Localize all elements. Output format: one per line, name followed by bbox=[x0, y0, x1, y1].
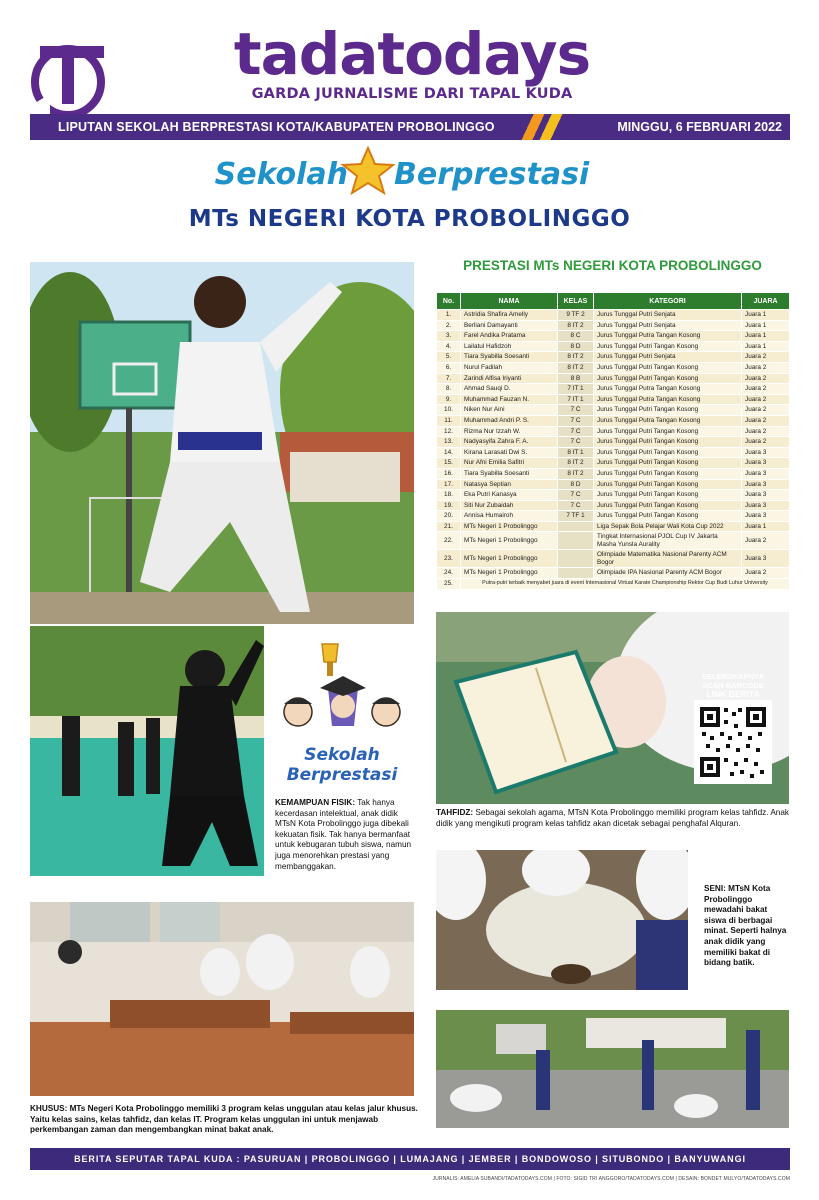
table-header-row bbox=[437, 293, 790, 310]
section-label: LIPUTAN SEKOLAH BERPRESTASI KOTA/KABUPATEN PROBOLINGGO bbox=[58, 120, 495, 134]
cell-kategori: Jurus Tunggal Putri Tangan Kosong bbox=[594, 373, 742, 384]
cell-juara: Juara 2 bbox=[742, 415, 790, 426]
cell-nama: Nadyasyifa Zahra F. A. bbox=[461, 437, 558, 448]
mascot-badge-line1: Sekolah bbox=[304, 745, 380, 765]
cell-kategori: Jurus Tunggal Putri Tangan Kosong bbox=[594, 458, 742, 469]
cell-kelas: 8 C bbox=[558, 331, 594, 342]
star-icon bbox=[343, 148, 393, 193]
cell-kelas bbox=[558, 550, 594, 568]
cell-nama: Muhammad Fauzan N. bbox=[461, 394, 558, 405]
cell-kelas: 7 C bbox=[558, 405, 594, 416]
cell-juara: Juara 3 bbox=[742, 458, 790, 469]
cell-nama: Kirana Larasati Dwi S. bbox=[461, 447, 558, 458]
banner-right-word: Berprestasi bbox=[394, 157, 590, 192]
table-row bbox=[437, 320, 790, 331]
table-row bbox=[437, 341, 790, 352]
caption-tahfidz bbox=[436, 808, 790, 829]
cell-kelas bbox=[558, 521, 594, 532]
table-row bbox=[437, 310, 790, 321]
header-kategori: KATEGORI bbox=[594, 293, 742, 310]
cell-no: 12. bbox=[437, 426, 461, 437]
cell-kelas: 7 IT 1 bbox=[558, 394, 594, 405]
cell-kategori: Jurus Tunggal Putri Tangan Kosong bbox=[594, 468, 742, 479]
cell-kelas: 8 IT 1 bbox=[558, 447, 594, 458]
caption-khusus-text: MTs Negeri Kota Probolinggo memiliki 3 program kelas unggulan atau kelas jalur khusus. Yaitu kelas sains, kelas tahfidz, dan kelas IT. Program kelas unggulan ini untuk menjawab perkembangan zaman dan mengembangkan minat bakat anak. bbox=[30, 1104, 418, 1135]
table-row bbox=[437, 500, 790, 511]
cell-no: 22. bbox=[437, 532, 461, 550]
brand-name: tadatodays bbox=[233, 20, 591, 88]
cell-juara: Juara 2 bbox=[742, 352, 790, 363]
table-row bbox=[437, 458, 790, 469]
qr-instruction bbox=[684, 672, 782, 699]
cell-juara: Juara 2 bbox=[742, 426, 790, 437]
table-row bbox=[437, 331, 790, 342]
publish-date: MINGGU, 6 FEBRUARI 2022 bbox=[617, 120, 782, 134]
achievements-table bbox=[436, 292, 790, 590]
cell-kelas: 8 B bbox=[558, 373, 594, 384]
table-row bbox=[437, 373, 790, 384]
cell-kategori: Jurus Tunggal Putri Tangan Kosong bbox=[594, 426, 742, 437]
silat-students-photo bbox=[30, 626, 264, 876]
cell-nama: MTs Negeri 1 Probolinggo bbox=[461, 550, 558, 568]
cell-no: 7. bbox=[437, 373, 461, 384]
classroom-photo bbox=[30, 902, 414, 1096]
cell-kategori: Jurus Tunggal Putri Tangan Kosong bbox=[594, 405, 742, 416]
cell-juara: Juara 2 bbox=[742, 384, 790, 395]
cell-no: 23. bbox=[437, 550, 461, 568]
cell-kategori: Jurus Tunggal Putra Tangan Kosong bbox=[594, 415, 742, 426]
header-nama: NAMA bbox=[461, 293, 558, 310]
table-row bbox=[437, 405, 790, 416]
cell-juara: Juara 1 bbox=[742, 341, 790, 352]
cell-kategori: Jurus Tunggal Putri Tangan Kosong bbox=[594, 511, 742, 522]
table-row bbox=[437, 447, 790, 458]
banner-left-word: Sekolah bbox=[214, 157, 348, 192]
cell-juara: Juara 2 bbox=[742, 437, 790, 448]
table-row bbox=[437, 568, 790, 579]
cell-juara: Juara 2 bbox=[742, 405, 790, 416]
cell-no: 13. bbox=[437, 437, 461, 448]
sekolah-berprestasi-mascot-badge bbox=[270, 636, 414, 786]
cell-nama: Ahmad Sauqi D. bbox=[461, 384, 558, 395]
cell-no: 5. bbox=[437, 352, 461, 363]
cell-kategori: Jurus Tunggal Putra Tangan Kosong bbox=[594, 331, 742, 342]
table-row bbox=[437, 479, 790, 490]
cell-nama: Zarindi Alfisa Iriyanti bbox=[461, 373, 558, 384]
cell-no: 9. bbox=[437, 394, 461, 405]
cell-nama: Berliani Damayanti bbox=[461, 320, 558, 331]
cell-juara: Juara 3 bbox=[742, 490, 790, 501]
cell-nama: Niken Nur Aini bbox=[461, 405, 558, 416]
caption-kemampuan-fisik bbox=[275, 798, 413, 872]
cell-kategori: Jurus Tunggal Putri Tangan Kosong bbox=[594, 341, 742, 352]
table-row bbox=[437, 384, 790, 395]
cell-no: 21. bbox=[437, 521, 461, 532]
cell-no: 20. bbox=[437, 511, 461, 522]
cell-kelas: 8 IT 2 bbox=[558, 352, 594, 363]
footer-credits: JURNALIS: AMELIA SUBANDI/TADATODAYS.COM | FOTO: SIGID TRI ANGGORO/TADATODAYS.COM | DESAIN: BONDET MULYO/TADATODAYS.COM bbox=[432, 1176, 790, 1182]
cell-no: 10. bbox=[437, 405, 461, 416]
cell-no: 4. bbox=[437, 341, 461, 352]
band-accent-stripes bbox=[512, 114, 572, 140]
cell-kelas: 8 D bbox=[558, 479, 594, 490]
cell-no: 1. bbox=[437, 310, 461, 321]
mascot-badge-line2: Berprestasi bbox=[286, 765, 398, 785]
cell-kategori: Jurus Tunggal Putri Tangan Kosong bbox=[594, 490, 742, 501]
cell-kelas: 7 C bbox=[558, 490, 594, 501]
cell-no: 18. bbox=[437, 490, 461, 501]
cell-kelas: 8 IT 2 bbox=[558, 320, 594, 331]
brand-tagline: GARDA JURNALISME DARI TAPAL KUDA bbox=[251, 86, 573, 102]
table-row bbox=[437, 352, 790, 363]
header-juara: JUARA bbox=[742, 293, 790, 310]
cell-nama: Rizma Nur Izzah W. bbox=[461, 426, 558, 437]
table-row bbox=[437, 579, 790, 590]
cell-kategori: Jurus Tunggal Putri Senjata bbox=[594, 352, 742, 363]
cell-nama: Nur Afni Emilia Safitri bbox=[461, 458, 558, 469]
cell-note: Putra-putri terbaik menyabet juara di event Internasional Virtual Karate Championship Rektor Cup Budi Luhur University bbox=[461, 579, 790, 590]
batik-students-photo bbox=[436, 850, 688, 990]
cell-kategori: Olimpiade IPA Nasional Parenty ACM Bogor bbox=[594, 568, 742, 579]
table-row bbox=[437, 394, 790, 405]
table-row bbox=[437, 521, 790, 532]
cell-kategori: Jurus Tunggal Putri Tangan Kosong bbox=[594, 447, 742, 458]
cell-kategori: Jurus Tunggal Putri Tangan Kosong bbox=[594, 479, 742, 490]
table-row bbox=[437, 362, 790, 373]
outdoor-students-photo bbox=[436, 1010, 789, 1128]
cell-kategori: Olimpiade Matematika Nasional Parenty ACM Bogor bbox=[594, 550, 742, 568]
cell-no: 17. bbox=[437, 479, 461, 490]
cell-kategori: Jurus Tunggal Putri Senjata bbox=[594, 310, 742, 321]
caption-tahfidz-label: TAHFIDZ: bbox=[436, 808, 474, 817]
cell-kelas: 7 IT 1 bbox=[558, 384, 594, 395]
cell-nama: Muhammad Andri P. S. bbox=[461, 415, 558, 426]
cell-nama: Annisa Humairoh bbox=[461, 511, 558, 522]
cell-juara: Juara 2 bbox=[742, 373, 790, 384]
cell-kategori: Tingkat Internasional PJOL Cup IV Jakarta Masha Yunsla Aurality bbox=[594, 532, 742, 550]
cell-kategori: Jurus Tunggal Putri Senjata bbox=[594, 320, 742, 331]
cell-juara: Juara 1 bbox=[742, 521, 790, 532]
table-row bbox=[437, 550, 790, 568]
cell-kelas bbox=[558, 532, 594, 550]
caption-khusus-label: KHUSUS: bbox=[30, 1104, 68, 1113]
caption-fisik-text: Tak hanya kecerdasan intelektual, anak didik MTsN Kota Probolinggo juga dibekali kekuatan fisik. Tak hanya bermanfaat untuk kebugaran tubuh siswa, namun juga menorehkan prestasi yang membanggakan. bbox=[275, 798, 412, 871]
table-row bbox=[437, 415, 790, 426]
cell-juara: Juara 3 bbox=[742, 500, 790, 511]
cell-kelas: 7 C bbox=[558, 415, 594, 426]
cell-juara: Juara 2 bbox=[742, 394, 790, 405]
table-row bbox=[437, 490, 790, 501]
cell-kelas: 7 TF 1 bbox=[558, 511, 594, 522]
cell-no: 25. bbox=[437, 579, 461, 590]
cell-nama: Lailatul Hafidzoh bbox=[461, 341, 558, 352]
school-title: MTs NEGERI KOTA PROBOLINGGO bbox=[188, 206, 631, 232]
cell-juara: Juara 2 bbox=[742, 362, 790, 373]
table-row bbox=[437, 426, 790, 437]
cell-no: 3. bbox=[437, 331, 461, 342]
cell-kelas bbox=[558, 568, 594, 579]
achievements-title: PRESTASI MTs NEGERI KOTA PROBOLINGGO bbox=[463, 258, 762, 273]
cell-nama: Eka Putri Kanasya bbox=[461, 490, 558, 501]
cell-kategori: Jurus Tunggal Putra Tangan Kosong bbox=[594, 384, 742, 395]
cell-nama: Farel Andika Pratama bbox=[461, 331, 558, 342]
cell-kelas: 8 IT 2 bbox=[558, 458, 594, 469]
caption-seni-text: MTsN Kota Probolinggo mewadahi bakat siswa di berbagai minat. Seperti halnya anak didik yang memiliki bakat di bidang batik. bbox=[704, 884, 787, 968]
cell-nama: Tiara Syabilla Soesanti bbox=[461, 352, 558, 363]
cell-kategori: Jurus Tunggal Putri Tangan Kosong bbox=[594, 437, 742, 448]
caption-seni-label: SENI: bbox=[704, 884, 726, 893]
cell-no: 6. bbox=[437, 362, 461, 373]
cell-kelas: 7 C bbox=[558, 500, 594, 511]
cell-kategori: Jurus Tunggal Putri Tangan Kosong bbox=[594, 500, 742, 511]
cell-nama: MTs Negeri 1 Probolinggo bbox=[461, 532, 558, 550]
cell-juara: Juara 2 bbox=[742, 532, 790, 550]
cell-juara: Juara 2 bbox=[742, 568, 790, 579]
cell-nama: Astridia Shafira Amelly bbox=[461, 310, 558, 321]
cell-kelas: 8 IT 2 bbox=[558, 362, 594, 373]
cell-no: 14. bbox=[437, 447, 461, 458]
qr-code[interactable] bbox=[694, 700, 772, 784]
cell-no: 19. bbox=[437, 500, 461, 511]
cell-nama: MTs Negeri 1 Probolinggo bbox=[461, 568, 558, 579]
cell-kelas: 7 C bbox=[558, 426, 594, 437]
cell-juara: Juara 3 bbox=[742, 468, 790, 479]
cell-nama: MTs Negeri 1 Probolinggo bbox=[461, 521, 558, 532]
footer-regions: BERITA SEPUTAR TAPAL KUDA : PASURUAN | PROBOLINGGO | LUMAJANG | JEMBER | BONDOWOSO | SITUBONDO | BANYUWANGI bbox=[30, 1148, 790, 1170]
cell-kategori: Jurus Tunggal Putri Tangan Kosong bbox=[594, 362, 742, 373]
karate-student-photo bbox=[30, 262, 414, 624]
cell-kelas: 8 D bbox=[558, 341, 594, 352]
trophy-icon bbox=[322, 644, 338, 676]
table-row bbox=[437, 468, 790, 479]
cell-juara: Juara 3 bbox=[742, 447, 790, 458]
cell-nama: Tiara Syabilla Soesanti bbox=[461, 468, 558, 479]
cell-juara: Juara 3 bbox=[742, 550, 790, 568]
cell-kelas: 7 C bbox=[558, 437, 594, 448]
cell-no: 16. bbox=[437, 468, 461, 479]
cell-no: 2. bbox=[437, 320, 461, 331]
qr-line-1: SELENGKAPNYA bbox=[702, 672, 764, 681]
caption-seni bbox=[704, 884, 788, 969]
caption-fisik-label: KEMAMPUAN FISIK: bbox=[275, 798, 356, 807]
cell-kategori: Jurus Tunggal Putra Tangan Kosong bbox=[594, 394, 742, 405]
header-no: No. bbox=[437, 293, 461, 310]
table-row bbox=[437, 532, 790, 550]
qr-line-2: SCAN BARCODE bbox=[702, 681, 764, 690]
cell-juara: Juara 3 bbox=[742, 511, 790, 522]
achievements-body bbox=[437, 310, 790, 590]
table-row bbox=[437, 437, 790, 448]
cell-no: 15. bbox=[437, 458, 461, 469]
table-row bbox=[437, 511, 790, 522]
caption-khusus bbox=[30, 1104, 420, 1136]
cell-juara: Juara 1 bbox=[742, 320, 790, 331]
cell-nama: Nurul Fadilah bbox=[461, 362, 558, 373]
cell-nama: Natasya Septian bbox=[461, 479, 558, 490]
cell-no: 11. bbox=[437, 415, 461, 426]
cell-juara: Juara 3 bbox=[742, 479, 790, 490]
cell-nama: Siti Nur Zubaidah bbox=[461, 500, 558, 511]
sekolah-berprestasi-banner bbox=[200, 146, 620, 196]
cell-kelas: 8 IT 2 bbox=[558, 468, 594, 479]
qr-line-3: LINK BERITA bbox=[706, 689, 760, 699]
caption-tahfidz-text: Sebagai sekolah agama, MTsN Kota Probolinggo memiliki program kelas tahfidz. Anak didik yang mengikuti program kelas tahfidz akan dicetak sebagai penghafal Alquran. bbox=[436, 808, 789, 828]
cell-kategori: Liga Sepak Bola Pelajar Wali Kota Cup 2022 bbox=[594, 521, 742, 532]
tadatodays-logo bbox=[30, 42, 106, 120]
header-kelas: KELAS bbox=[558, 293, 594, 310]
cell-no: 24. bbox=[437, 568, 461, 579]
cell-no: 8. bbox=[437, 384, 461, 395]
cell-juara: Juara 1 bbox=[742, 331, 790, 342]
cell-juara: Juara 1 bbox=[742, 310, 790, 321]
cell-kelas: 9 TF 2 bbox=[558, 310, 594, 321]
